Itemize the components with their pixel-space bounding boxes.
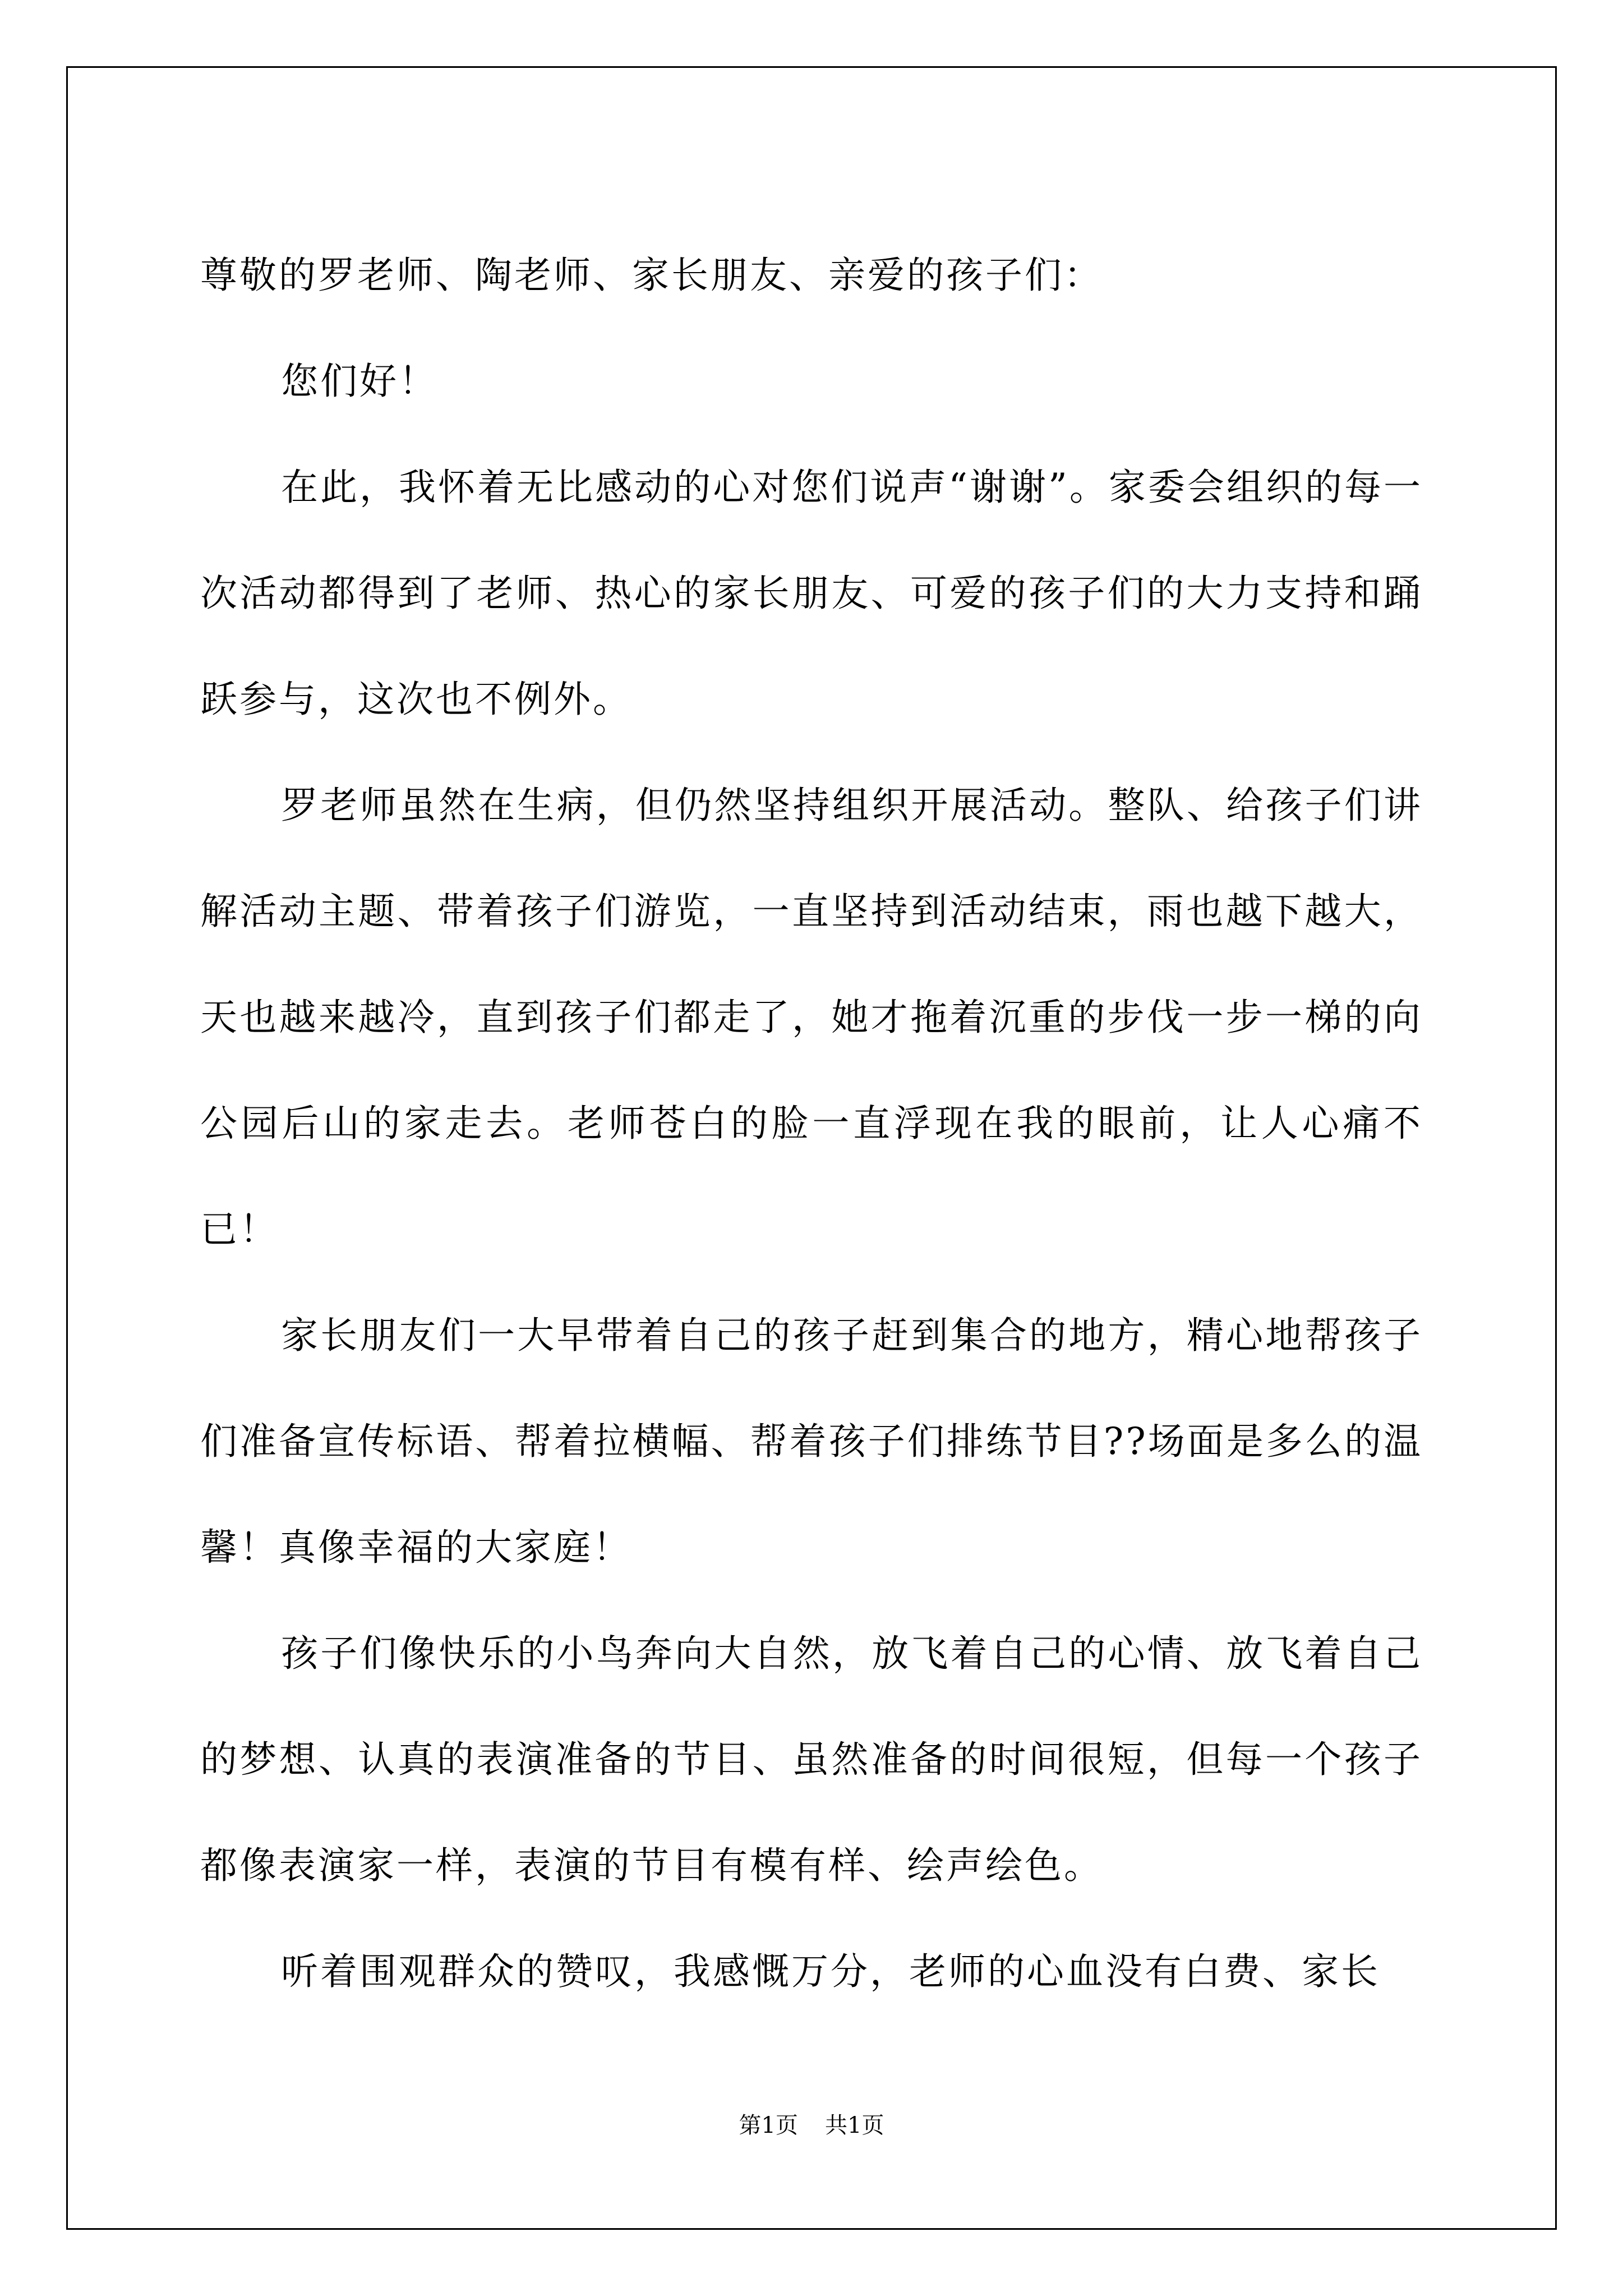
paragraph-children: 孩子们像快乐的小鸟奔向大自然，放飞着自己的心情、放飞着自己的梦想、认真的表演准备的节目、虽然准备的时间很短，但每一个孩子都像表演家一样，表演的节目有模有样、绘声绘色。 bbox=[200, 1632, 1423, 1887]
page-number: 第1页 bbox=[739, 2113, 798, 2138]
salutation: 尊敬的罗老师、陶老师、家长朋友、亲爱的孩子们： bbox=[200, 254, 1103, 297]
page-footer bbox=[0, 2108, 1623, 2139]
paragraph-parents: 家长朋友们一大早带着自己的孩子赶到集合的地方，精心地帮孩子们准备宣传标语、帮着拉横幅、帮着孩子们排练节目??场面是多么的温馨！真像幸福的大家庭！ bbox=[200, 1314, 1423, 1569]
paragraph-thanks: 在此，我怀着无比感动的心对您们说声“谢谢”。家委会组织的每一次活动都得到了老师、热心的家长朋友、可爱的孩子们的大力支持和踊跃参与，这次也不例外。 bbox=[200, 466, 1423, 721]
paragraph-greeting: 您们好！ bbox=[281, 360, 438, 403]
paragraph-teacher: 罗老师虽然在生病，但仍然坚持组织开展活动。整队、给孩子们讲解活动主题、带着孩子们游览，一直坚持到活动结束，雨也越下越大，天也越来越冷，直到孩子们都走了，她才拖着沉重的步伐一步一梯的向公园后山的家走去。老师苍白的脸一直浮现在我的眼前，让人心痛不已！ bbox=[200, 784, 1423, 1251]
paragraph-audience: 听着围观群众的赞叹，我感慨万分，老师的心血没有白费、家长 bbox=[281, 1950, 1380, 1993]
document-body bbox=[200, 222, 1423, 2024]
page-total: 共1页 bbox=[825, 2113, 884, 2138]
